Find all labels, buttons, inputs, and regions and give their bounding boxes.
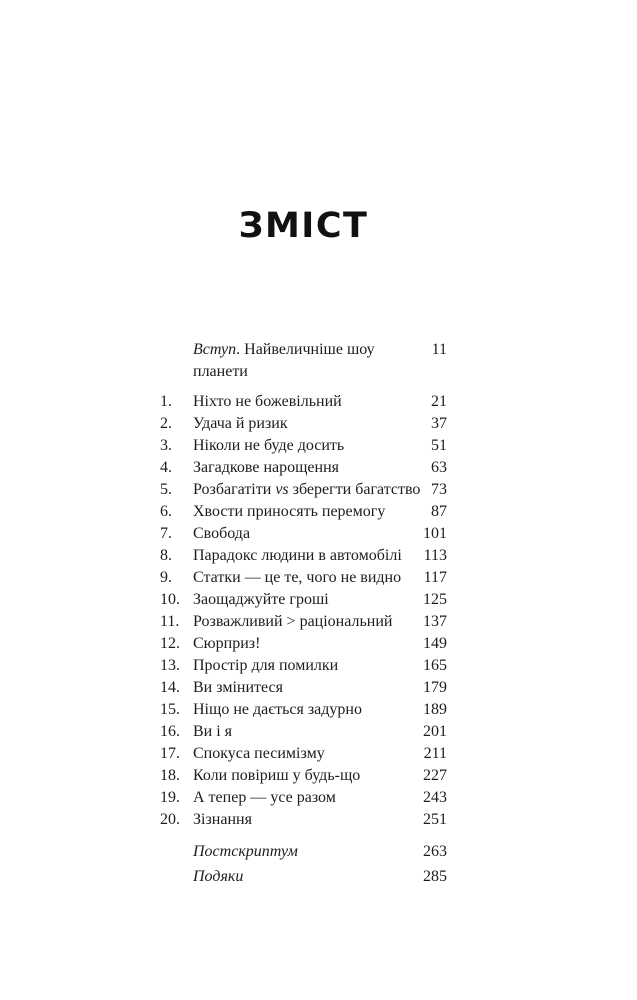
toc-entry-title-text: Спокуса песимізму bbox=[193, 745, 325, 762]
toc-entry-number: 11. bbox=[160, 613, 180, 630]
toc-entry bbox=[160, 787, 447, 809]
toc-entry-page: 113 bbox=[423, 547, 447, 564]
toc-entry bbox=[160, 457, 447, 479]
toc-entry-title bbox=[193, 501, 431, 523]
toc-entry-title-italic: Постскриптум bbox=[193, 843, 298, 860]
toc-entry-number: 1. bbox=[160, 393, 172, 410]
toc-entry-number: 13. bbox=[160, 657, 180, 674]
toc-entry-title bbox=[193, 413, 431, 435]
toc-entry bbox=[160, 479, 447, 501]
toc-entry bbox=[160, 501, 447, 523]
toc-entry-number: 16. bbox=[160, 723, 180, 740]
toc-entry-page: 263 bbox=[423, 843, 447, 860]
toc-entry-title-text: Розбагатіти bbox=[193, 481, 276, 498]
toc-entry-title-text: Ви змінитеся bbox=[193, 679, 283, 696]
toc-entry-title-text: Загадкове нарощення bbox=[193, 459, 340, 476]
toc-entry bbox=[160, 765, 447, 787]
toc-entry-title-text: Ніщо не дається задурно bbox=[193, 701, 362, 718]
toc-entry-title bbox=[193, 391, 431, 413]
toc-entry-title bbox=[193, 339, 432, 383]
toc-entry-title bbox=[193, 633, 423, 655]
toc-entry-page: 189 bbox=[423, 701, 447, 718]
toc-entry-title-text: Ніхто не божевільний bbox=[193, 393, 342, 410]
toc-entry-number: 19. bbox=[160, 789, 180, 806]
toc-entry-title-text: Хвости приносять перемогу bbox=[193, 503, 386, 520]
toc-entry-page: 117 bbox=[423, 569, 447, 586]
toc-entry bbox=[160, 699, 447, 721]
toc-entry-title bbox=[193, 787, 423, 809]
toc-entry-title-text: Простір для помилки bbox=[193, 657, 339, 674]
toc-entry-title bbox=[193, 677, 423, 699]
toc-entry-number: 20. bbox=[160, 811, 180, 828]
toc-entry-title bbox=[193, 866, 423, 888]
toc-entry-number: 4. bbox=[160, 459, 172, 476]
toc-entry bbox=[160, 589, 447, 611]
toc-entry-title bbox=[193, 611, 423, 633]
toc-entry-title-text: зберегти багатство bbox=[288, 481, 421, 498]
toc-entry-page: 165 bbox=[423, 657, 447, 674]
toc-entry-title-text: Парадокс людини в автомобілі bbox=[193, 547, 402, 564]
toc-entry-title-text: Ніколи не буде досить bbox=[193, 437, 345, 454]
toc-entry-number: 5. bbox=[160, 481, 172, 498]
toc-entry-title bbox=[193, 721, 423, 743]
toc-entry bbox=[160, 545, 447, 567]
toc-entry-acknowledgements bbox=[160, 866, 447, 888]
toc-entry-title-italic: Вступ bbox=[193, 341, 237, 358]
toc-entry-page: 101 bbox=[423, 525, 447, 542]
toc-entry-page: 137 bbox=[423, 613, 447, 630]
toc-entry-title-italic: vs bbox=[275, 481, 289, 498]
toc-entry-intro bbox=[160, 339, 447, 383]
toc-entry-title bbox=[193, 479, 431, 501]
toc-entry-title bbox=[193, 457, 431, 479]
toc-entry-page: 201 bbox=[423, 723, 447, 740]
toc-entry-title bbox=[193, 841, 423, 863]
toc-entry-title-text: Ви і я bbox=[193, 723, 233, 740]
toc-entry bbox=[160, 743, 447, 765]
toc-entry-number: 3. bbox=[160, 437, 172, 454]
toc-entry bbox=[160, 721, 447, 743]
toc-entry bbox=[160, 633, 447, 655]
toc-entry-page: 149 bbox=[423, 635, 447, 652]
toc-entry-title-text: Удача й ризик bbox=[193, 415, 288, 432]
toc-list bbox=[160, 339, 447, 888]
toc-entry-number: 12. bbox=[160, 635, 180, 652]
toc-entry bbox=[160, 567, 447, 589]
toc-entry-number: 15. bbox=[160, 701, 180, 718]
toc-entry-page: 63 bbox=[431, 459, 447, 476]
toc-entry bbox=[160, 611, 447, 633]
toc-entry-title-text: Розважливий > раціональний bbox=[193, 613, 393, 630]
toc-entry-title-text: Заощаджуйте гроші bbox=[193, 591, 329, 608]
toc-entry-page: 125 bbox=[423, 591, 447, 608]
toc-entry-page: 21 bbox=[431, 393, 447, 410]
toc-entry bbox=[160, 523, 447, 545]
toc-entry-page: 179 bbox=[423, 679, 447, 696]
toc-entry-page: 87 bbox=[431, 503, 447, 520]
toc-entry-number: 10. bbox=[160, 591, 180, 608]
toc-entry-title-italic: Подяки bbox=[193, 868, 244, 885]
toc-entry-title-text: А тепер — усе разом bbox=[193, 789, 336, 806]
toc-entry bbox=[160, 655, 447, 677]
toc-entry-title-text: Сюрприз! bbox=[193, 635, 261, 652]
toc-entry bbox=[160, 391, 447, 413]
toc-entry-title bbox=[193, 435, 431, 457]
toc-entry-title bbox=[193, 589, 423, 611]
toc-entry-page: 251 bbox=[423, 811, 447, 828]
toc-entry-postscript bbox=[160, 841, 447, 863]
toc-entry-page: 285 bbox=[423, 868, 447, 885]
toc-entry-number: 8. bbox=[160, 547, 172, 564]
toc-entry bbox=[160, 435, 447, 457]
toc-entry-number: 6. bbox=[160, 503, 172, 520]
toc-entry-title-text: Статки — це те, чого не видно bbox=[193, 569, 402, 586]
toc-entry-number: 9. bbox=[160, 569, 172, 586]
toc-entry-page: 211 bbox=[423, 745, 447, 762]
toc-entry-number: 2. bbox=[160, 415, 172, 432]
toc-entry-title bbox=[193, 545, 424, 567]
toc-entry-title bbox=[193, 699, 423, 721]
toc-entry-page: 73 bbox=[431, 481, 447, 498]
toc-entry-page: 37 bbox=[431, 415, 447, 432]
toc-entry-number: 7. bbox=[160, 525, 172, 542]
toc-entry-title bbox=[193, 743, 424, 765]
toc-entry-number: 17. bbox=[160, 745, 180, 762]
toc-entry-page: 11 bbox=[431, 341, 447, 358]
toc-entry-page: 51 bbox=[431, 437, 447, 454]
toc-entry-title bbox=[193, 655, 423, 677]
toc-entry bbox=[160, 809, 447, 831]
toc-entry-number: 18. bbox=[160, 767, 180, 784]
toc-entry bbox=[160, 413, 447, 435]
page-title: ЗМІСТ bbox=[238, 206, 369, 246]
toc-entry-title bbox=[193, 523, 423, 545]
toc-entry bbox=[160, 677, 447, 699]
toc-entry-title bbox=[193, 765, 423, 787]
toc-entry-title-text: Свобода bbox=[193, 525, 251, 542]
toc-entry-title-text: Зізнання bbox=[193, 811, 252, 828]
toc-entry-number: 14. bbox=[160, 679, 180, 696]
toc-entry-title-text: Коли повіриш у будь-що bbox=[193, 767, 361, 784]
toc-entry-page: 243 bbox=[423, 789, 447, 806]
toc-entry-page: 227 bbox=[423, 767, 447, 784]
toc-entry-title bbox=[193, 809, 423, 831]
toc-entry-title-text: . Найвеличніше шоу планети bbox=[193, 341, 375, 380]
toc-entry-title bbox=[193, 567, 424, 589]
